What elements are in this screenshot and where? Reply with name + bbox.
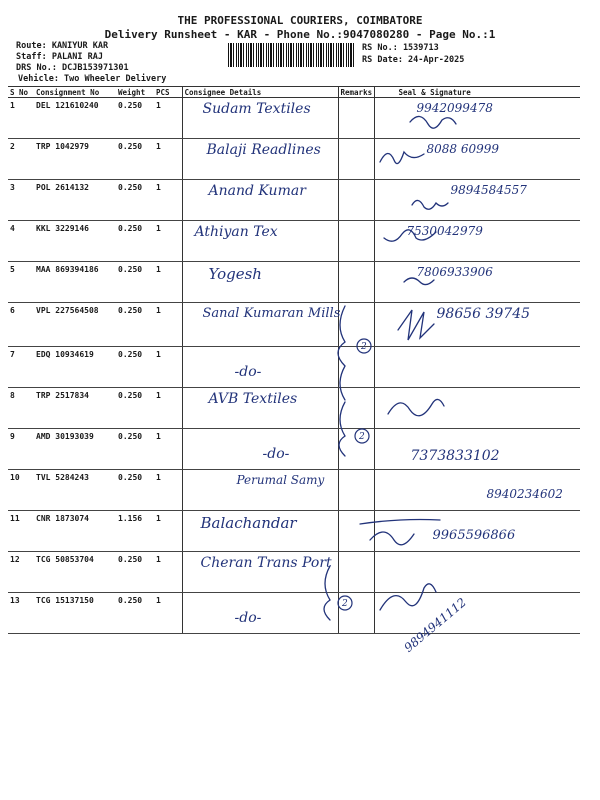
brace-12-13	[324, 566, 330, 620]
signature-6	[398, 310, 434, 340]
row-consignment: CNR 1873074	[34, 511, 116, 552]
circled-2-a: 2	[361, 342, 367, 352]
row-pcs: 1	[154, 593, 182, 634]
row-consignment: EDQ 10934619	[34, 347, 116, 388]
consignee-handwriting: Sudam Textiles	[202, 101, 311, 117]
row-consignment: TCG 15137150	[34, 593, 116, 634]
consignee-handwriting: Sanal Kumaran Mills	[202, 306, 341, 321]
signature-8	[370, 532, 414, 545]
rs-date: RS Date: 24-Apr-2025	[362, 55, 465, 65]
row-sno: 2	[8, 139, 34, 180]
row-weight: 0.250	[116, 347, 154, 388]
row-pcs: 1	[154, 552, 182, 593]
runsheet-subtitle: Delivery Runsheet - KAR - Phone No.:9047080280 - Page No.:1	[104, 28, 496, 41]
row-weight: 0.250	[116, 139, 154, 180]
row-sno: 11	[8, 511, 34, 552]
row-weight: 0.250	[116, 180, 154, 221]
consignee-handwriting: Balaji Readlines	[206, 142, 321, 158]
drs-label: DRS No.: DCJB153971301	[16, 63, 129, 73]
row-weight: 0.250	[116, 429, 154, 470]
phone-handwriting: 7373833102	[410, 448, 500, 464]
signature-4	[384, 230, 436, 241]
circled-2-b: 2	[359, 432, 365, 442]
vehicle-label: Vehicle: Two Wheeler Delivery	[18, 74, 167, 84]
phone-handwriting: 9894584557	[450, 183, 527, 197]
phone-handwriting: 9965596866	[432, 528, 516, 543]
row-sno: 9	[8, 429, 34, 470]
row-sno: 12	[8, 552, 34, 593]
row-weight: 0.250	[116, 98, 154, 139]
consignee-handwriting: Perumal Samy	[236, 473, 325, 487]
row-sno: 1	[8, 98, 34, 139]
row-weight: 0.250	[116, 470, 154, 511]
row-consignment: TRP 2517834	[34, 388, 116, 429]
row-consignment: DEL 121610240	[34, 98, 116, 139]
col-remarks: Remarks	[338, 87, 374, 98]
row-sno: 5	[8, 262, 34, 303]
row-weight: 0.250	[116, 221, 154, 262]
phone-handwriting: 7530042979	[406, 224, 483, 238]
signature-1	[410, 116, 456, 128]
row-sno: 4	[8, 221, 34, 262]
row-sno: 7	[8, 347, 34, 388]
row-consignment: AMD 30193039	[34, 429, 116, 470]
row-pcs: 1	[154, 98, 182, 139]
consignee-handwriting: -do-	[234, 364, 262, 380]
signature-2	[380, 152, 424, 164]
company-title: THE PROFESSIONAL COURIERS, COIMBATORE	[177, 14, 423, 27]
row-pcs: 1	[154, 470, 182, 511]
row-sno: 8	[8, 388, 34, 429]
row-consignment: TVL 5284243	[34, 470, 116, 511]
col-consignee: Consignee Details	[182, 87, 338, 98]
consignee-handwriting: Anand Kumar	[208, 183, 306, 199]
phone-handwriting: 9942099478	[416, 101, 493, 115]
consignee-handwriting: Cheran Trans Port	[200, 555, 332, 571]
row-consignment: TRP 1042979	[34, 139, 116, 180]
consignee-handwriting: Balachandar	[200, 514, 297, 532]
row-pcs: 1	[154, 221, 182, 262]
row-pcs: 1	[154, 388, 182, 429]
row-consignment: VPL 227564508	[34, 303, 116, 347]
consignee-handwriting: Yogesh	[208, 265, 262, 283]
row-weight: 0.250	[116, 388, 154, 429]
signature-9	[380, 584, 436, 610]
phone-handwriting: 8940234602	[486, 487, 563, 501]
row-pcs: 1	[154, 511, 182, 552]
signature-5	[404, 278, 434, 285]
row-pcs: 1	[154, 262, 182, 303]
row-pcs: 1	[154, 139, 182, 180]
brace-8-9	[339, 402, 345, 456]
col-weight: Weight	[116, 87, 154, 98]
rs-number: RS No.: 1539713	[362, 43, 439, 53]
consignee-handwriting: -do-	[262, 446, 290, 462]
row-pcs: 1	[154, 303, 182, 347]
row-sno: 6	[8, 303, 34, 347]
row-weight: 0.250	[116, 593, 154, 634]
signature-3	[412, 200, 448, 209]
phone-handwriting: 98656 39745	[436, 306, 531, 322]
circled-2-c: 2	[342, 599, 348, 609]
underline-row-11	[360, 520, 440, 525]
phone-handwriting: 9894941112	[400, 595, 469, 655]
consignee-handwriting: -do-	[234, 610, 262, 626]
col-seal: Seal & Signature	[374, 87, 580, 98]
row-consignment: KKL 3229146	[34, 221, 116, 262]
row-sno: 3	[8, 180, 34, 221]
row-consignment: TCG 50853704	[34, 552, 116, 593]
row-weight: 0.250	[116, 552, 154, 593]
col-consignment: Consignment No	[34, 87, 116, 98]
row-weight: 1.156	[116, 511, 154, 552]
brace-6-7	[338, 306, 345, 400]
col-pcs: PCS	[154, 87, 182, 98]
row-sno: 13	[8, 593, 34, 634]
consignee-handwriting: AVB Textiles	[208, 391, 298, 407]
staff-label: Staff: PALANI RAJ	[16, 52, 103, 62]
row-weight: 0.250	[116, 303, 154, 347]
row-sno: 10	[8, 470, 34, 511]
phone-handwriting: 7806933906	[416, 265, 493, 279]
row-weight: 0.250	[116, 262, 154, 303]
phone-handwriting: 8088 60999	[426, 142, 500, 156]
row-pcs: 1	[154, 180, 182, 221]
row-consignment: POL 2614132	[34, 180, 116, 221]
row-consignment: MAA 869394186	[34, 262, 116, 303]
row-pcs: 1	[154, 347, 182, 388]
consignee-handwriting: Athiyan Tex	[194, 224, 278, 240]
col-sno: S No	[8, 87, 34, 98]
row-pcs: 1	[154, 429, 182, 470]
signature-7	[388, 399, 444, 415]
route-label: Route: KANIYUR KAR	[16, 41, 109, 51]
